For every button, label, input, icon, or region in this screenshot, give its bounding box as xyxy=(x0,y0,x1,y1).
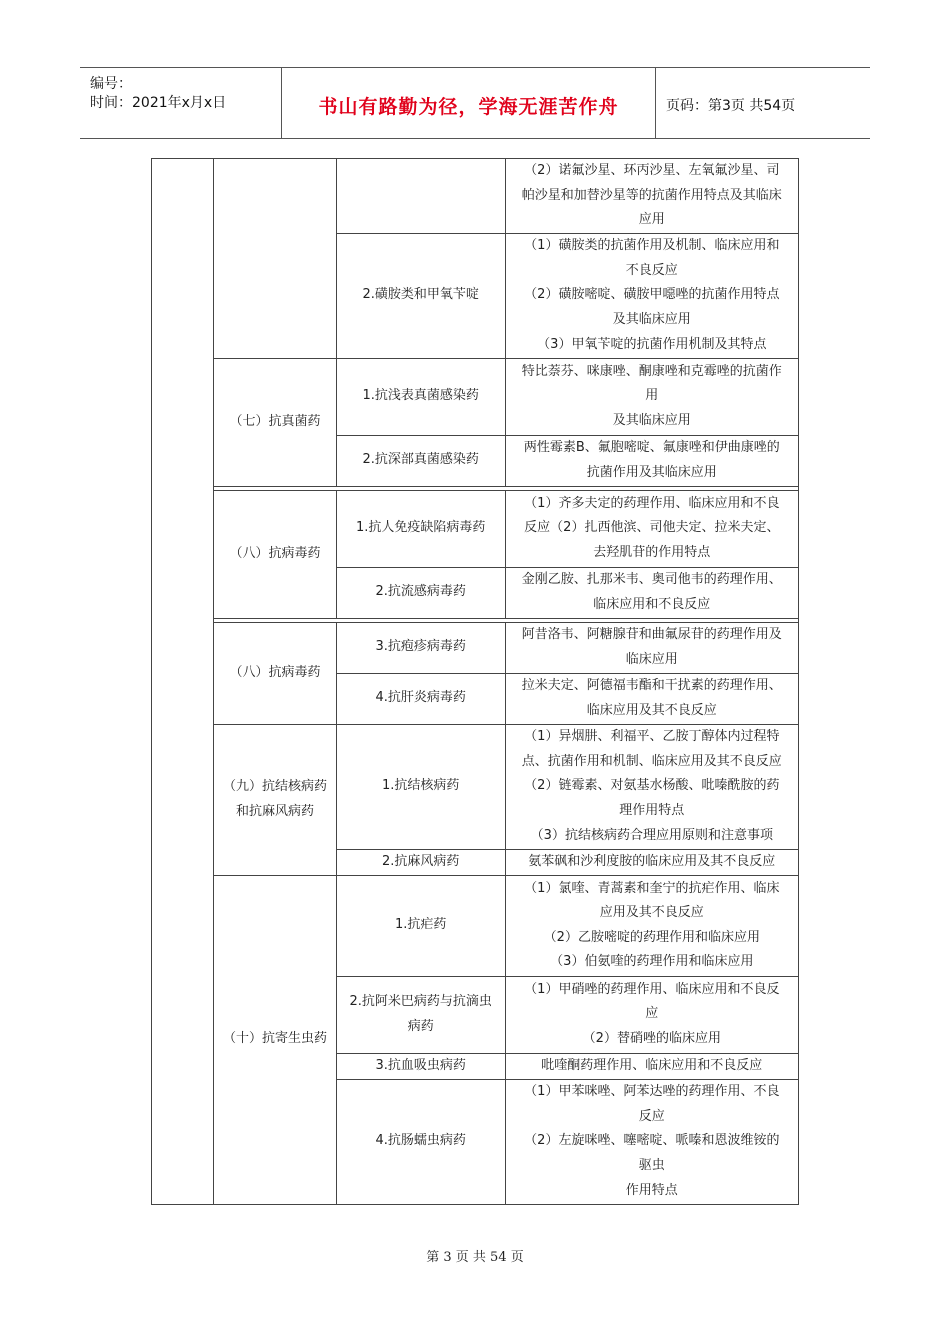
topic-label: 4.抗肠蠕虫病药 xyxy=(375,1133,466,1149)
topic-cell xyxy=(336,435,505,486)
topic-label: 3.抗疱疹病毒药 xyxy=(375,639,466,655)
table-row xyxy=(152,622,799,673)
topic-label: 1.抗浅表真菌感染药 xyxy=(362,388,479,404)
section-title-cell xyxy=(214,490,337,618)
document-number-label: 编号： xyxy=(90,76,132,92)
requirement-cell xyxy=(505,490,798,567)
table-row xyxy=(152,490,799,567)
section-title: （八）抗病毒药 xyxy=(229,545,321,561)
requirement-text: （1）齐多夫定的药理作用、临床应用和不良 反应（2）扎西他滨、司他夫定、拉米夫定、 去羟肌苷的作用特点 xyxy=(524,495,780,561)
header-info-cell xyxy=(80,68,282,138)
requirement-text: （1）甲苯咪唑、阿苯达唑的药理作用、不良 反应 （2）左旋咪唑、噻嘧啶、哌嗪和恩波维铵的 驱虫 作用特点 xyxy=(524,1084,780,1198)
requirement-cell xyxy=(505,159,798,234)
topic-cell xyxy=(336,1053,505,1079)
header-motto-cell xyxy=(282,68,656,138)
table-row xyxy=(152,875,799,976)
requirement-cell xyxy=(505,358,798,435)
topic-label: 1.抗结核病药 xyxy=(382,778,460,794)
requirement-text: 阿昔洛韦、阿糖腺苷和曲氟尿苷的药理作用及 临床应用 xyxy=(521,627,782,667)
section-title-cell xyxy=(214,159,337,359)
syllabus-table xyxy=(151,158,799,1205)
header-motto: 书山有路勤为径，学海无涯苦作舟 xyxy=(318,96,619,118)
topic-cell xyxy=(336,622,505,673)
requirement-cell xyxy=(505,724,798,849)
requirement-text: 氨苯砜和沙利度胺的临床应用及其不良反应 xyxy=(528,853,776,869)
requirement-cell xyxy=(505,875,798,976)
section-title: （八）抗病毒药 xyxy=(229,664,321,680)
requirement-text: （1）磺胺类的抗菌作用及机制、临床应用和 不良反应 （2）磺胺嘧啶、磺胺甲噁唑的抗菌作用特点 及其临床应用 （3）甲氧苄啶的抗菌作用机制及其特点 xyxy=(524,238,780,352)
requirement-cell xyxy=(505,567,798,618)
unit-cell xyxy=(152,159,214,1205)
page-header xyxy=(80,67,870,139)
header-page-cell xyxy=(656,68,870,138)
topic-label: 1.抗疟药 xyxy=(395,917,447,933)
requirement-text: （2）诺氟沙星、环丙沙星、左氧氟沙星、司 帕沙星和加替沙星等的抗菌作用特点及其临床 应用 xyxy=(521,163,782,228)
topic-cell xyxy=(336,233,505,358)
topic-cell xyxy=(336,159,505,234)
requirement-text: （1）氯喹、青蒿素和奎宁的抗疟作用、临床 应用及其不良反应 （2）乙胺嘧啶的药理作用和临床应用 （3）伯氨喹的药理作用和临床应用 xyxy=(524,880,780,970)
requirement-text: （1）异烟肼、利福平、乙胺丁醇体内过程特 点、抗菌作用和机制、临床应用及其不良反应 （2）链霉素、对氨基水杨酸、吡嗪酰胺的药 理作用特点 （3）抗结核病药合理应用原则和注意事项 xyxy=(521,729,782,843)
topic-cell xyxy=(336,358,505,435)
table-row xyxy=(152,358,799,435)
topic-cell xyxy=(336,567,505,618)
topic-label: 4.抗肝炎病毒药 xyxy=(375,690,466,706)
topic-cell xyxy=(336,724,505,849)
document-time-label: 时间：2021年x月x日 xyxy=(90,95,227,111)
section-title-cell xyxy=(214,724,337,875)
topic-label: 2.抗阿米巴病药与抗滴虫 病药 xyxy=(349,994,492,1034)
requirement-cell xyxy=(505,435,798,486)
topic-label: 2.抗麻风病药 xyxy=(382,853,460,869)
requirement-text: 吡喹酮药理作用、临床应用和不良反应 xyxy=(541,1057,763,1073)
requirement-cell xyxy=(505,673,798,724)
requirement-text: 特比萘芬、咪康唑、酮康唑和克霉唑的抗菌作 用 及其临床应用 xyxy=(521,363,782,429)
requirement-cell xyxy=(505,1079,798,1204)
section-title: （十）抗寄生虫药 xyxy=(223,1031,328,1047)
section-title: （九）抗结核病药 和抗麻风病药 xyxy=(223,779,328,819)
requirement-cell xyxy=(505,622,798,673)
page-footer: 第 3 页 共 54 页 xyxy=(426,1250,524,1265)
topic-label: 3.抗血吸虫病药 xyxy=(375,1057,466,1073)
topic-cell xyxy=(336,849,505,875)
section-title-cell xyxy=(214,875,337,1204)
requirement-cell xyxy=(505,233,798,358)
requirement-text: 拉米夫定、阿德福韦酯和干扰素的药理作用、 临床应用及其不良反应 xyxy=(521,678,782,718)
requirement-text: 两性霉素B、氟胞嘧啶、氟康唑和伊曲康唑的 抗菌作用及其临床应用 xyxy=(523,440,780,480)
section-title-cell xyxy=(214,358,337,486)
requirement-text: 金刚乙胺、扎那米韦、奥司他韦的药理作用、 临床应用和不良反应 xyxy=(521,572,782,612)
requirement-cell xyxy=(505,849,798,875)
topic-cell xyxy=(336,673,505,724)
topic-label: 2.抗流感病毒药 xyxy=(375,584,466,600)
topic-label: 2.抗深部真菌感染药 xyxy=(362,452,479,468)
requirement-text: （1）甲硝唑的药理作用、临床应用和不良反 应 （2）替硝唑的临床应用 xyxy=(524,981,780,1047)
header-page-number: 页码：第3页 共54页 xyxy=(666,98,796,114)
topic-cell xyxy=(336,875,505,976)
topic-cell xyxy=(336,1079,505,1204)
section-title: （七）抗真菌药 xyxy=(229,413,321,429)
topic-label: 2.磺胺类和甲氧苄啶 xyxy=(362,287,479,303)
requirement-cell xyxy=(505,1053,798,1079)
requirement-cell xyxy=(505,976,798,1053)
table-row xyxy=(152,159,799,234)
topic-label: 1.抗人免疫缺陷病毒药 xyxy=(356,520,486,536)
table-row xyxy=(152,724,799,849)
section-title-cell xyxy=(214,622,337,724)
topic-cell xyxy=(336,976,505,1053)
topic-cell xyxy=(336,490,505,567)
